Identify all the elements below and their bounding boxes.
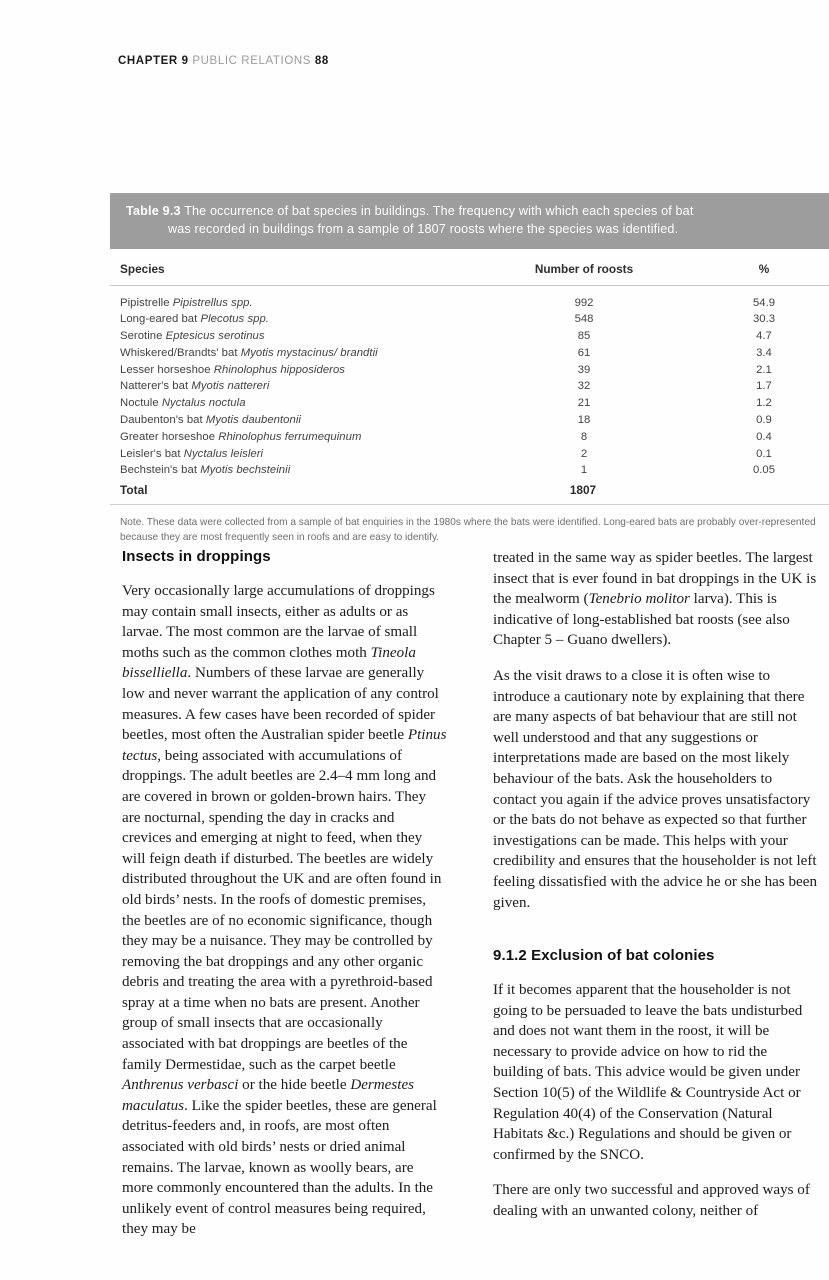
cell-species — [110, 428, 469, 445]
table-row — [110, 395, 829, 412]
common-name: Leisler's bat — [120, 447, 184, 460]
cell-number-of-roosts: 61 — [577, 346, 591, 359]
common-name: Noctule — [120, 397, 162, 410]
scientific-name: Tenebrio molitor — [588, 591, 690, 608]
scientific-name: Myotis bechsteinii — [200, 464, 291, 477]
cell-percent: 0.05 — [753, 464, 775, 477]
right-paragraph-2: As the visit draws to a close it is often wise to introduce a cautionary note by explaining that there are many aspects of bat behaviour that are still not well understood and that any suggestions or interpretations made are based on the most likely behaviour of the bats. Ask the householders to contact you again if the advice proves unsatisfactory or the bats do not behave as expected so that further investigations can be made. This helps with your credibility and ensures that the householder is not left feeling dissatisfied with the advice he or she has been given. — [493, 667, 817, 911]
cell-percent: 3.4 — [756, 346, 772, 359]
cell-number-of-roosts: 8 — [580, 430, 588, 443]
cell-species — [110, 412, 469, 429]
cell-number-of-roosts: 85 — [577, 330, 591, 343]
table-note: Note. These data were collected from a sample of bat enquiries in the 1980s where the bats were identified. Long-eared bats are probably over-represented because they are most frequently seen in roofs and are easy to identify. — [120, 516, 816, 544]
scientific-name: Tineola bisselliella — [122, 644, 416, 682]
heading-spacer — [493, 928, 818, 947]
common-name: Serotine — [120, 330, 166, 343]
scientific-name: Ptinus tectus — [122, 727, 447, 764]
cell-species — [110, 344, 469, 361]
cell-total-percent — [699, 479, 829, 503]
text-run: or the hide beetle — [238, 1077, 351, 1094]
table-row — [110, 361, 829, 378]
table-row — [110, 344, 829, 361]
cell-number-of-roosts: 18 — [577, 413, 591, 426]
column-header-percent: % — [699, 262, 829, 286]
cell-total-label: Total — [120, 482, 148, 497]
cell-percent: 1.2 — [756, 397, 772, 410]
running-head-section: PUBLIC RELATIONS — [192, 55, 312, 67]
common-name: Greater horseshoe — [120, 430, 219, 443]
left-paragraph-1 — [122, 581, 447, 1240]
common-name: Whiskered/Brandts' bat — [120, 346, 241, 359]
cell-species — [110, 445, 469, 462]
table-row — [110, 428, 829, 445]
scientific-name: Plecotus spp. — [200, 313, 270, 326]
right-paragraph-1 — [493, 548, 818, 651]
scientific-name: Pipistrellus spp. — [172, 296, 253, 309]
common-name: Long-eared bat — [120, 313, 201, 326]
column-header-species: Species — [110, 262, 469, 286]
common-name: Bechstein's bat — [120, 464, 201, 477]
text-run: larva). This is indicative of long-established bat roosts (see also Chapter 5 – Guano dwellers). — [493, 591, 790, 649]
table-header-row — [110, 262, 829, 286]
left-column — [122, 548, 447, 1240]
cell-species — [110, 361, 469, 378]
page-number: 88 — [314, 55, 329, 67]
cell-species — [110, 378, 469, 395]
cell-total-roosts: 1807 — [569, 482, 597, 497]
running-head-chapter: CHAPTER 9 — [118, 55, 189, 67]
common-name: Natterer's bat — [120, 380, 192, 393]
scientific-name: Nyctalus noctula — [161, 397, 246, 410]
scientific-name: Anthrenus verbasci — [122, 1077, 239, 1094]
scientific-name: Eptesicus serotinus — [165, 330, 265, 343]
common-name: Daubenton's bat — [120, 413, 206, 426]
text-run: , being associated with accumulations of droppings. The adult beetles are 2.4–4 mm long and are covered in brown or golden-brown hairs. They are nocturnal, spending the day in cracks and crevices and emerging at night to feed, when they will feign death if disturbed. The beetles are widely distributed throughout the UK and are often found in old birds’ nests. In the roofs of domestic premises, the beetles are of no economic significance, though they may be a nuisance. They may be controlled by removing the bat droppings and any other organic debris and treating the area with a pyrethroid-based spray at a time when no bats are present. Another group of small insects that are occasionally associated with bat droppings are beetles of the family Dermestidae, such as the carpet beetle — [122, 747, 442, 1073]
cell-number-of-roosts: 32 — [577, 380, 591, 393]
table-head — [110, 262, 829, 286]
scientific-name: Myotis daubentonii — [205, 413, 301, 426]
cell-species — [110, 395, 469, 412]
table-row — [110, 311, 829, 328]
text-run: treated in the same way as spider beetles. The largest insect that is ever found in bat droppings in the UK is the mealworm ( — [493, 550, 817, 608]
cell-species — [110, 285, 469, 311]
cell-percent: 1.7 — [756, 380, 772, 393]
cell-number-of-roosts: 548 — [574, 313, 594, 326]
table-body — [110, 285, 829, 503]
scientific-name: Dermestes maculatus — [122, 1077, 415, 1114]
cell-species — [110, 328, 469, 345]
cell-number-of-roosts: 1 — [580, 464, 588, 477]
section-heading-9-1-2: 9.1.2 Exclusion of bat colonies — [493, 947, 715, 965]
table-row — [110, 378, 829, 395]
right-paragraph-3: If it becomes apparent that the householder is not going to be persuaded to leave the bats undisturbed and does not want them in the roost, it will be necessary to provide advice on how to rid the building of bats. This advice would be given under Section 10(5) of the Wildlife & Countryside Act or Regulation 40(4) of the Conservation (Natural Habitats &c.) Regulations and should be given or confirmed by the SNCO. — [493, 982, 803, 1163]
cell-number-of-roosts: 21 — [577, 397, 591, 410]
cell-percent: 0.4 — [756, 430, 772, 443]
cell-percent: 0.9 — [756, 413, 772, 426]
table-row — [110, 462, 829, 479]
cell-percent: 4.7 — [756, 330, 772, 343]
cell-species — [110, 462, 469, 479]
scientific-name: Nyctalus leisleri — [183, 447, 264, 460]
scientific-name: Myotis mystacinus/ brandtii — [240, 346, 378, 359]
cell-percent: 30.3 — [753, 313, 775, 326]
cell-percent: 54.9 — [753, 296, 775, 309]
table-total-row — [110, 479, 829, 503]
right-column — [493, 548, 818, 1222]
text-run: Very occasionally large accumulations of droppings may contain small insects, either as adults or as larvae. The most common are the larvae of small moths such as the common clothes moth — [122, 583, 435, 661]
cell-species — [110, 311, 469, 328]
cell-number-of-roosts: 992 — [574, 296, 594, 309]
cell-number-of-roosts: 39 — [577, 363, 591, 376]
table-caption-line-1: The occurrence of bat species in buildings. The frequency with which each species of bat — [184, 204, 694, 218]
table-row — [110, 328, 829, 345]
table-caption-banner — [110, 193, 829, 249]
table-bottom-rule — [110, 504, 829, 505]
scientific-name: Rhinolophus hipposideros — [213, 363, 345, 376]
scientific-name: Myotis nattereri — [191, 380, 270, 393]
common-name: Pipistrelle — [120, 296, 173, 309]
column-header-number-of-roosts: Number of roosts — [469, 262, 699, 286]
text-run: . Numbers of these larvae are generally low and never warrant the application of any control measures. A few cases have been recorded of spider beetles, most often the Australian spider beetle — [122, 665, 439, 744]
cell-number-of-roosts: 2 — [580, 447, 588, 460]
bat-species-table — [110, 262, 829, 503]
table-caption-line-2: was recorded in buildings from a sample of 1807 roosts where the species was identified. — [168, 222, 679, 237]
cell-percent: 2.1 — [756, 363, 772, 376]
right-paragraph-4: There are only two successful and approved ways of dealing with an unwanted colony, neither of — [493, 1182, 810, 1220]
table-row — [110, 412, 829, 429]
common-name: Lesser horseshoe — [120, 363, 214, 376]
table-row — [110, 285, 829, 311]
left-column-heading: Insects in droppings — [122, 548, 271, 565]
text-run: . Like the spider beetles, these are general detritus-feeders and, in roofs, are most often associated with old birds’ nests or dried animal remains. The larvae, known as woolly bears, are more commonly encountered than the adults. In the unlikely event of control measures being required, they may be — [122, 1097, 437, 1238]
table-9-3 — [110, 193, 829, 546]
table-row — [110, 445, 829, 462]
cell-percent: 0.1 — [756, 447, 772, 460]
scientific-name: Rhinolophus ferrumequinum — [218, 430, 362, 443]
table-number: Table 9.3 — [126, 204, 181, 218]
running-head — [118, 55, 329, 67]
